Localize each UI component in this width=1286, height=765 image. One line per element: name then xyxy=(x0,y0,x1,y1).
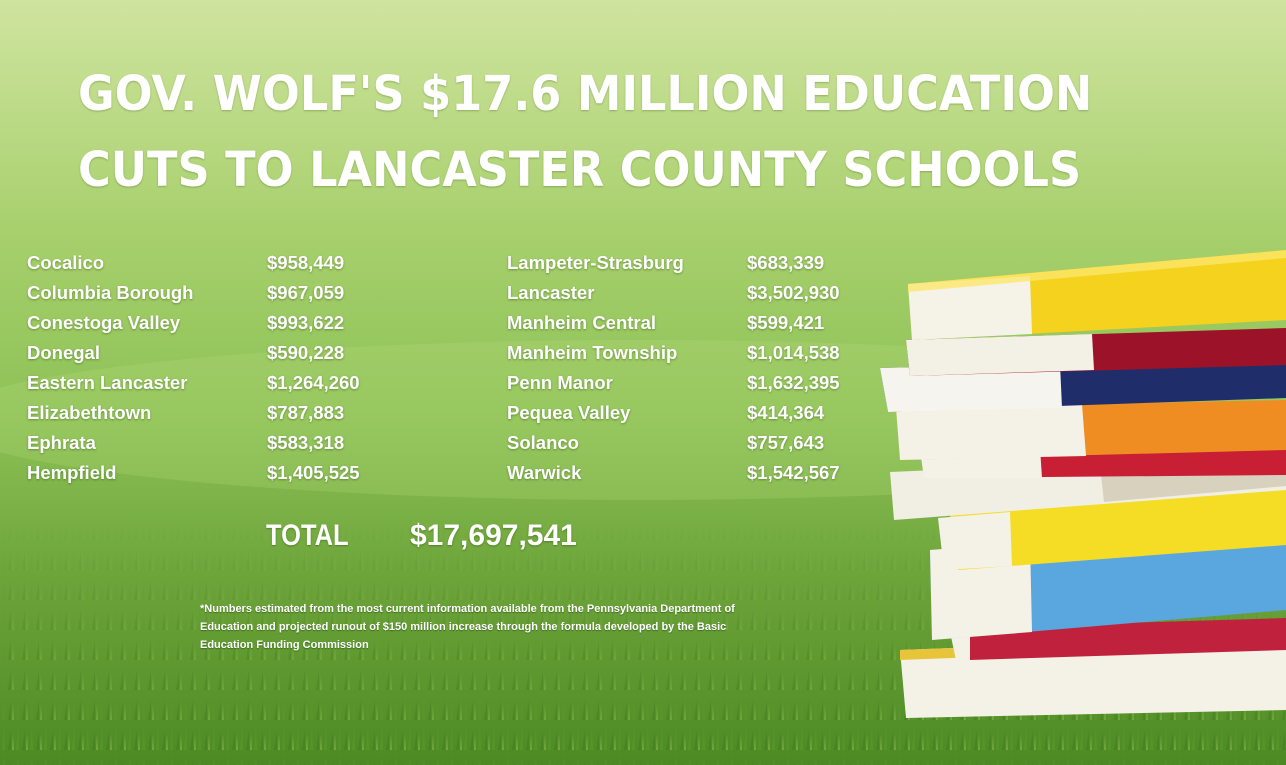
district-amount: $1,014,538 xyxy=(747,342,840,363)
district-amount: $683,339 xyxy=(747,252,825,273)
district-amount: $3,502,930 xyxy=(747,282,840,303)
district-amount: $583,318 xyxy=(267,432,345,453)
title-line-1: GOV. WOLF'S $17.6 MILLION EDUCATION xyxy=(78,66,1093,122)
district-name: Conestoga Valley xyxy=(27,312,181,333)
title-line-2: CUTS TO LANCASTER COUNTY SCHOOLS xyxy=(78,142,1082,198)
district-name: Columbia Borough xyxy=(27,282,194,303)
book-yellow-top xyxy=(908,250,1286,340)
district-name: Elizabethtown xyxy=(27,402,152,423)
district-amount: $967,059 xyxy=(267,282,345,303)
district-name: Solanco xyxy=(507,432,579,453)
district-amount: $599,421 xyxy=(747,312,825,333)
district-name: Penn Manor xyxy=(507,372,613,393)
district-amount: $1,405,525 xyxy=(267,462,360,483)
district-name: Manheim Central xyxy=(507,312,657,333)
district-name: Hempfield xyxy=(27,462,117,483)
district-amount: $958,449 xyxy=(267,252,345,273)
book-stack-illustration xyxy=(860,240,1286,730)
district-name: Lampeter-Strasburg xyxy=(507,252,684,273)
district-name: Lancaster xyxy=(507,282,595,303)
district-amount: $590,228 xyxy=(267,342,345,363)
district-amount: $414,364 xyxy=(747,402,825,423)
district-name: Eastern Lancaster xyxy=(27,372,188,393)
district-amount: $757,643 xyxy=(747,432,825,453)
district-name: Warwick xyxy=(507,462,582,483)
total-value: $17,697,541 xyxy=(410,519,577,552)
district-name: Donegal xyxy=(27,342,100,363)
district-amount: $1,264,260 xyxy=(267,372,360,393)
district-name: Manheim Township xyxy=(507,342,678,363)
district-name: Pequea Valley xyxy=(507,402,631,423)
total-label: TOTAL xyxy=(266,519,349,552)
district-name: Ephrata xyxy=(27,432,96,453)
district-name: Cocalico xyxy=(27,252,105,273)
district-amount: $787,883 xyxy=(267,402,345,423)
footnote: *Numbers estimated from the most current information available from the Pennsylvania Department of Education and projected runout of $150 million increase through the formula developed by the Basic Education Funding Commission xyxy=(200,603,735,651)
district-amount: $993,622 xyxy=(267,312,345,333)
district-amount: $1,632,395 xyxy=(747,372,840,393)
district-amount: $1,542,567 xyxy=(747,462,840,483)
page-title xyxy=(78,56,1092,208)
